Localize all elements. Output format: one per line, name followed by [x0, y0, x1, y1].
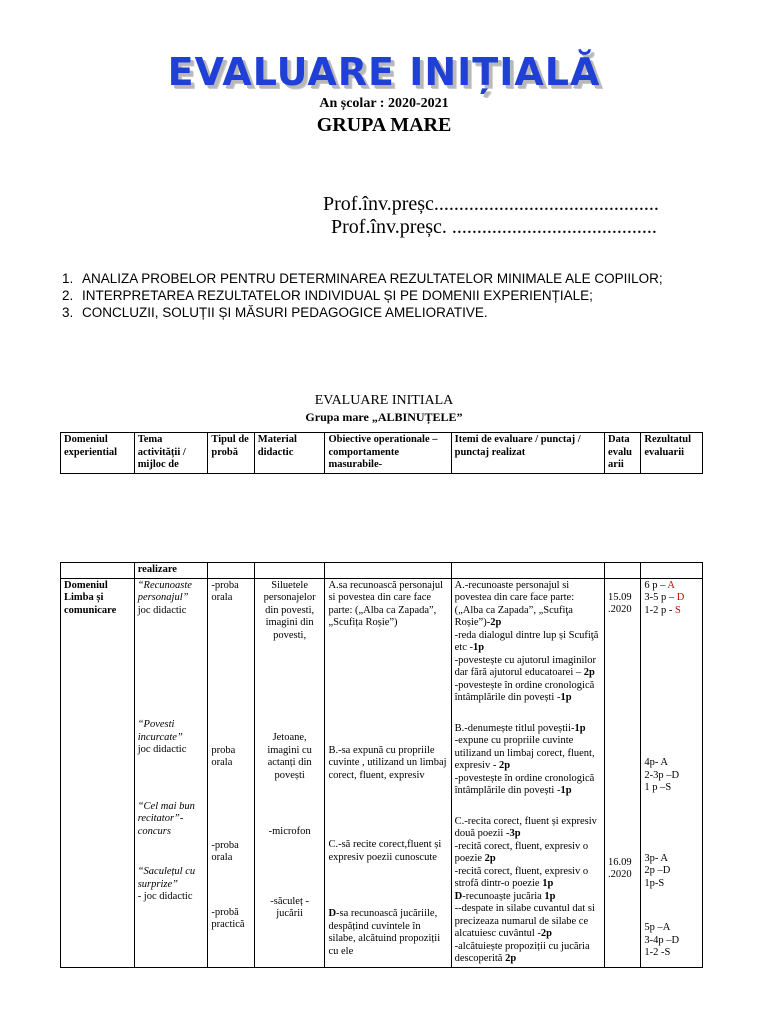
activity-means: concurs	[137, 825, 171, 837]
item-text: -recită corect, fluent, expresiv o strofă dintr-o poezie 1p	[454, 865, 589, 889]
item-text: D-recunoaște jucăria 1p	[454, 890, 556, 902]
activity-means: joc didactic	[137, 744, 187, 755]
header-date: Data evalu arii	[605, 433, 641, 474]
objective-text: CONCLUZII, SOLUȚII ȘI MĂSURI PEDAGOGICE AMELIORATIVE.	[82, 305, 488, 320]
table-row	[61, 578, 703, 967]
activity-title: “Saculețul cu surprize”	[137, 866, 196, 890]
activity-means: - joc didactic	[137, 891, 193, 902]
activity-cell	[134, 578, 208, 967]
material-text: Siluetele personajelor din povesti, imagini din povesti,	[263, 579, 316, 641]
result-line: 1p-S	[644, 877, 665, 889]
item-text: C.-recita corect, fluent și expresiv două poezii -3p	[454, 815, 597, 839]
objective-text: INTERPRETAREA REZULTATELOR INDIVIDUAL ȘI PE DOMENII EXPERIENȚIALE;	[82, 288, 593, 303]
test-type: -probă practică	[211, 906, 245, 930]
objective-cell	[325, 578, 451, 967]
objective-number: 3.	[62, 305, 74, 320]
result-line: 3-4p –D	[644, 934, 680, 946]
activity-title: “Recunoaste personajul”	[137, 579, 192, 603]
item-text: -expune cu propriile cuvinte utilizand un limbaj corect, fluent, expresiv - 2p	[454, 735, 595, 771]
objective-letter: D	[328, 908, 337, 919]
material-text: -săculeț -jucării	[270, 895, 310, 919]
result-cell	[641, 578, 703, 967]
material-cell	[254, 578, 325, 967]
objective-text: D-sa recunoască jucăriile, despățind cuvintele în silabe, alcătuind propoziții cu ele	[328, 908, 441, 957]
header-material: Material didactic	[254, 433, 325, 474]
item-text: -recită corect, fluent, expresiv o poezie 2p	[454, 840, 589, 864]
domain-cell: Domeniul Limba și comunicare	[61, 578, 135, 967]
objective-item	[62, 270, 732, 287]
evaluation-date: 16.09 .2020	[608, 856, 632, 880]
header-type: Tipul de probă	[208, 433, 254, 474]
result-line: 1-2 -S	[644, 947, 671, 958]
item-text: -povestește cu ajutorul imaginilor dar fără ajutorul educatoarei – 2p	[454, 654, 597, 678]
objective-text: C.-să recite corect,fluent și expresiv poezii cunoscute	[328, 839, 442, 863]
objective-number: 1.	[62, 271, 74, 286]
item-text: -povestește în ordine cronologică întâmplările din povești -1p	[454, 772, 595, 796]
result-line: 1-2 p - S	[644, 604, 681, 616]
header-objectives: Obiective operationale –comportamente masurabile-	[325, 433, 451, 474]
evaluation-subtitle: Grupa mare „ALBINUȚELE”	[305, 410, 463, 424]
objective-item	[62, 287, 732, 304]
teacher-line-1: Prof.înv.preșc.............................................	[323, 193, 659, 215]
activity-title: “Cel mai bun recitator”-	[137, 800, 195, 824]
result-line: 6 p – A	[644, 579, 676, 591]
item-text: A.-recunoaste personajul si povestea din care face parte: („Alba ca Zapada”, „Scufiţa Roșie”)-2p	[454, 579, 575, 628]
item-text: -alcătuiește propoziții cu jucăria descoperită 2p	[454, 940, 590, 964]
objective-text: A.sa recunoască personajul si povestea din care face parte: („Alba ca Zapada”, „Scufița Roșie”)	[328, 579, 444, 628]
material-text: -microfon	[268, 826, 311, 837]
result-line: 3p- A	[644, 852, 668, 864]
test-type: -proba orala	[211, 839, 239, 863]
item-text: --despate in silabe cuvantul dat si precizeaza numarul de silabe ce alcatuiesc cuvântul -2p	[454, 903, 595, 939]
table-continuation-row	[61, 563, 703, 579]
date-cell	[605, 578, 641, 967]
result-line: 2-3p –D	[644, 769, 680, 781]
objective-text: B.-sa expună cu propriile cuvinte , utilizand un limbaj corect, fluent, expresiv	[328, 744, 447, 781]
header-result: Rezultatul evaluarii	[641, 433, 703, 474]
header-activity-continuation: realizare	[134, 563, 208, 579]
header-items: Itemi de evaluare / punctaj / punctaj realizat	[451, 433, 604, 474]
result-line: 5p –A	[644, 922, 671, 933]
objectives-list	[62, 270, 732, 321]
material-text: Jetoane, imagini cu actanți din povești	[267, 732, 312, 781]
objective-number: 2.	[62, 288, 74, 303]
objective-text: ANALIZA PROBELOR PENTRU DETERMINAREA REZULTATELOR MINIMALE ALE COPIILOR;	[82, 271, 663, 286]
result-line: 4p- A	[644, 757, 668, 768]
result-line: 2p –D	[644, 865, 671, 876]
table-header-row	[61, 433, 703, 474]
evaluation-date: 15.09 .2020	[608, 591, 632, 615]
objective-item	[62, 304, 732, 321]
header-domain: Domeniul experiential	[61, 433, 135, 474]
item-text: B.-denumește titlul poveștii-1p	[454, 722, 586, 734]
test-type: proba orala	[211, 744, 236, 768]
evaluation-title: EVALUARE INITIALA	[314, 393, 454, 408]
item-text: -povestește în ordine cronologică întâmplările din povești -1p	[454, 679, 595, 703]
result-line: 1 p –S	[644, 782, 672, 793]
activity-title: “Povesti incurcate”	[137, 719, 183, 743]
page-banner-title: EVALUARE INIȚIALĂ	[167, 50, 601, 94]
item-text: -reda dialogul dintre lup și Scufiţă etc -1p	[454, 629, 599, 653]
items-cell	[451, 578, 604, 967]
group-title: GRUPA MARE	[316, 114, 452, 136]
type-cell	[208, 578, 254, 967]
test-type: -proba orala	[211, 579, 239, 603]
activity-means: joc didactic	[137, 604, 187, 616]
evaluation-body-table	[60, 562, 703, 968]
teacher-line-2: Prof.înv.preșc. .........................................	[331, 216, 657, 238]
evaluation-header-table	[60, 432, 703, 474]
header-activity: Tema activității / mijloc de	[134, 433, 208, 474]
school-year: An școlar : 2020-2021	[319, 96, 449, 111]
result-line: 3-5 p – D	[644, 592, 685, 603]
